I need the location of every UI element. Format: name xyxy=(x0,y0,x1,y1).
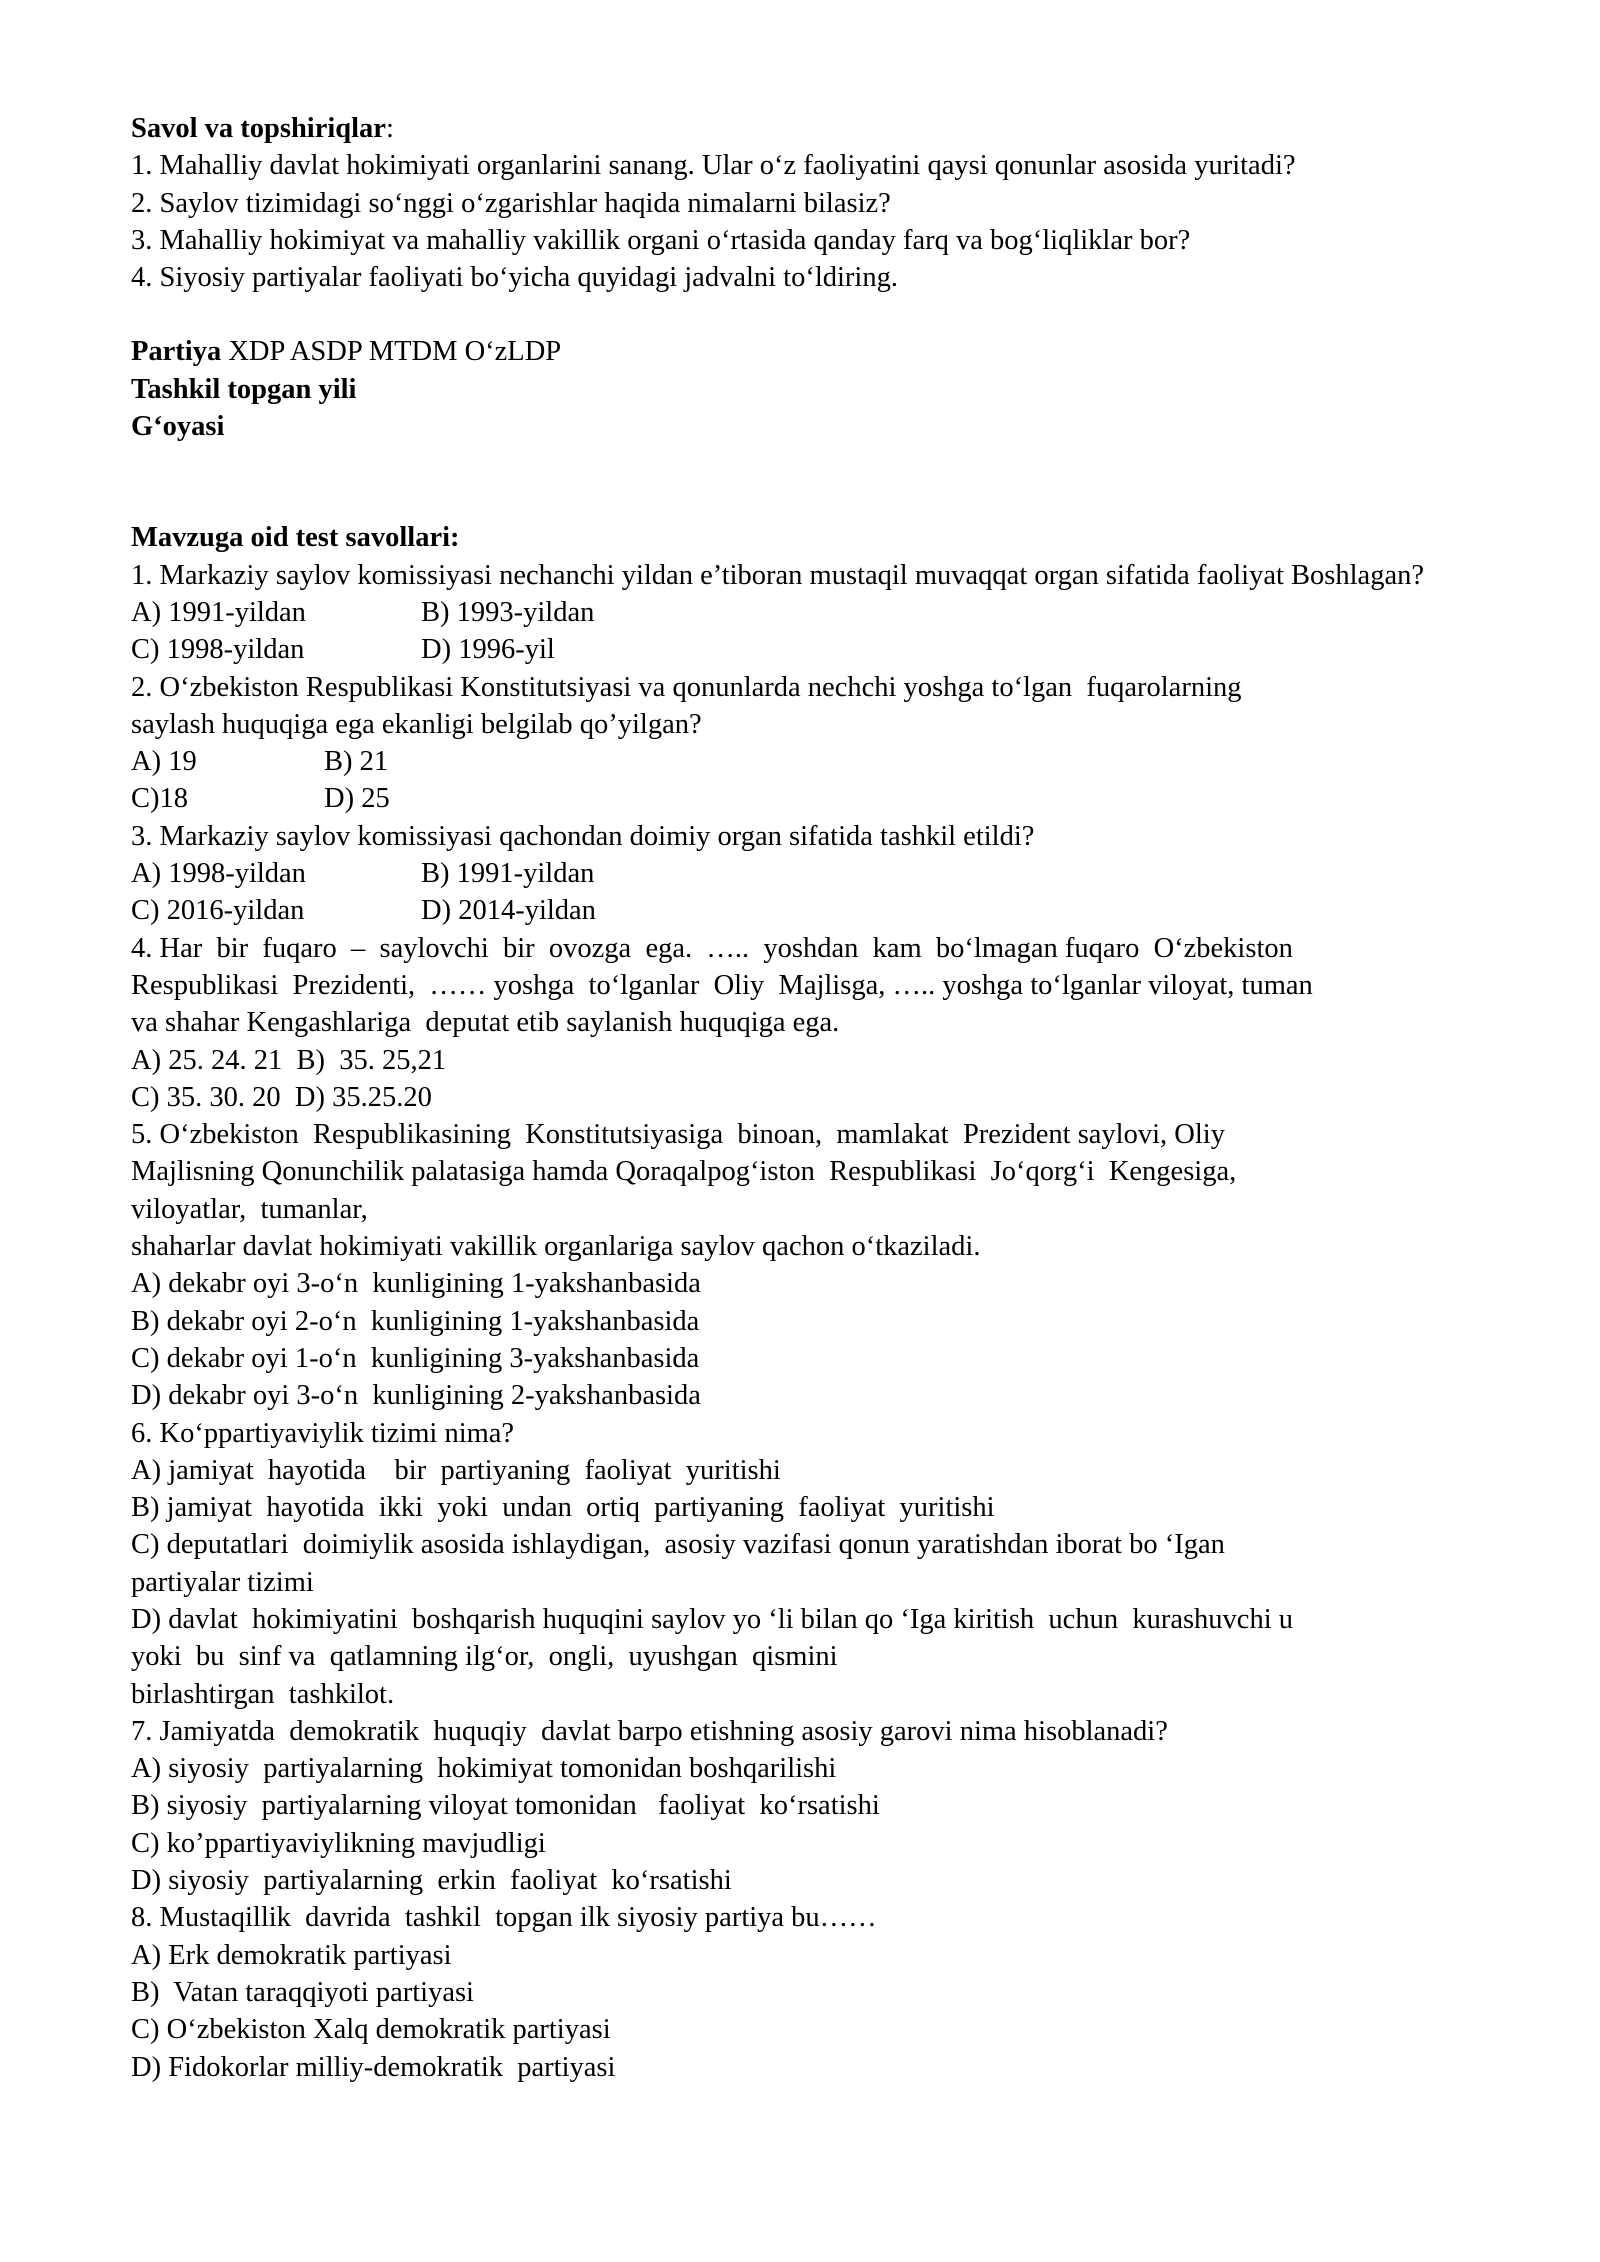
question-6-option-d-line-2: yoki bu sinf va qatlamning ilg‘or, ongli, uyushgan qismini xyxy=(131,1641,838,1673)
question-5-option-a: A) dekabr oyi 3-o‘n kunligining 1-yakshanbasida xyxy=(131,1268,701,1300)
founded-year-label: Tashkil topgan yili xyxy=(131,373,357,405)
question-4-options-cd: C) 35. 30. 20 D) 35.25.20 xyxy=(131,1081,432,1113)
question-6-option-d-line-1: D) davlat hokimiyatini boshqarish huquqini saylov yo ‘li bilan qo ‘Iga kiritish uchun kurashuvchi u xyxy=(131,1603,1294,1635)
question-3: 3. Markaziy saylov komissiyasi qachondan doimiy organ sifatida tashkil etildi? xyxy=(131,820,1035,852)
option-b: B) 1991-yildan xyxy=(421,858,595,890)
question-5-option-d: D) dekabr oyi 3-o‘n kunligining 2-yakshanbasida xyxy=(131,1380,701,1412)
question-6-option-c-line-1: C) deputatlari doimiylik asosida ishlaydigan, asosiy vazifasi qonun yaratishdan iborat bo ‘Igan xyxy=(131,1529,1225,1561)
question-2-line-1: 2. O‘zbekiston Respublikasi Konstitutsiyasi va qonunlarda nechchi yoshga to‘lgan fuqarolarning xyxy=(131,671,1242,703)
question-3-options-ab xyxy=(131,855,1499,892)
option-c: C)18 xyxy=(131,783,188,815)
question-4-line-2: Respublikasi Prezidenti, …… yoshga to‘lganlar Oliy Majlisga, ….. yoshga to‘lganlar viloyat, tuman xyxy=(131,969,1313,1001)
question-6-option-b: B) jamiyat hayotida ikki yoki undan ortiq partiyaning faoliyat yuritishi xyxy=(131,1492,995,1524)
question-5-option-c: C) dekabr oyi 1-o‘n kunligining 3-yakshanbasida xyxy=(131,1342,700,1374)
question-6: 6. Ko‘ppartiyaviylik tizimi nima? xyxy=(131,1417,515,1449)
question-1-options-ab xyxy=(131,594,1499,631)
question-7: 7. Jamiyatda demokratik huquqiy davlat barpo etishning asosiy garovi nima hisoblanadi? xyxy=(131,1715,1168,1747)
question-8-option-b: B) Vatan taraqqiyoti partiyasi xyxy=(131,1976,474,2008)
party-values: XDP ASDP MTDM O‘zLDP xyxy=(221,336,562,368)
option-c: C) 2016-yildan xyxy=(131,895,305,927)
party-label: Partiya xyxy=(131,336,222,368)
question-4-line-3: va shahar Kengashlariga deputat etib saylanish huquqiga ega. xyxy=(131,1007,840,1039)
section-heading-questions xyxy=(131,110,1499,147)
question-8-option-d: D) Fidokorlar milliy-demokratik partiyasi xyxy=(131,2051,616,2083)
question-7-option-c: C) ko’ppartiyaviylikning mavjudligi xyxy=(131,1827,546,1859)
question-2-options-ab xyxy=(131,743,1499,780)
question-6-option-c-line-2: partiyalar tizimi xyxy=(131,1566,314,1598)
document-page xyxy=(131,110,1499,2086)
option-b: B) 1993-yildan xyxy=(421,596,595,628)
ideology-label: G‘oyasi xyxy=(131,411,225,443)
question-7-option-a: A) siyosiy partiyalarning hokimiyat tomonidan boshqarilishi xyxy=(131,1753,837,1785)
question-2-line-2: saylash huquqiga ega ekanligi belgilab qo’yilgan? xyxy=(131,708,702,740)
option-d: D) 25 xyxy=(324,783,390,815)
option-b: B) 21 xyxy=(324,746,389,778)
question-3-options-cd xyxy=(131,892,1499,929)
question-8-option-a: A) Erk demokratik partiyasi xyxy=(131,1939,452,1971)
option-d: D) 1996-yil xyxy=(421,634,555,666)
question-5-option-b: B) dekabr oyi 2-o‘n kunligining 1-yakshanbasida xyxy=(131,1305,700,1337)
task-item-4: 4. Siyosiy partiyalar faoliyati bo‘yicha quyidagi jadvalni to‘ldiring. xyxy=(131,262,898,294)
section-heading-text: Savol va topshiriqlar xyxy=(131,113,386,144)
question-1-options-cd xyxy=(131,631,1499,668)
option-d: D) 2014-yildan xyxy=(421,895,596,927)
question-5-line-1: 5. O‘zbekiston Respublikasining Konstitutsiyasiga binoan, mamlakat Prezident saylovi, Oliy xyxy=(131,1119,1225,1151)
task-item-2: 2. Saylov tizimidagi so‘nggi o‘zgarishlar haqida nimalarni bilasiz? xyxy=(131,187,891,219)
question-5-line-4: shaharlar davlat hokimiyati vakillik organlariga saylov qachon o‘tkaziladi. xyxy=(131,1231,981,1263)
question-8: 8. Mustaqillik davrida tashkil topgan ilk siyosiy partiya bu…… xyxy=(131,1902,877,1934)
question-4-line-1: 4. Har bir fuqaro – saylovchi bir ovozga ega. ….. yoshdan kam bo‘lmagan fuqaro O‘zbekiston xyxy=(131,932,1293,964)
section-heading-colon: : xyxy=(385,113,394,144)
question-6-option-d-line-3: birlashtirgan tashkilot. xyxy=(131,1678,395,1710)
question-8-option-c: C) O‘zbekiston Xalq demokratik partiyasi xyxy=(131,2014,611,2046)
question-4-options-ab: A) 25. 24. 21 B) 35. 25,21 xyxy=(131,1044,447,1076)
option-c: C) 1998-yildan xyxy=(131,634,305,666)
option-a: A) 1991-yildan xyxy=(131,596,306,628)
question-5-line-2: Majlisning Qonunchilik palatasiga hamda Qoraqalpog‘iston Respublikasi Jo‘qorg‘i Kengesiga, xyxy=(131,1156,1237,1188)
task-item-3: 3. Mahalliy hokimiyat va mahalliy vakillik organi o‘rtasida qanday farq va bog‘liqliklar bor? xyxy=(131,224,1191,256)
party-row xyxy=(131,333,1499,370)
test-section-heading: Mavzuga oid test savollari: xyxy=(131,522,460,554)
question-1: 1. Markaziy saylov komissiyasi nechanchi yildan e’tiboran mustaqil muvaqqat organ sifatida faoliyat Boshlagan? xyxy=(131,559,1425,591)
question-6-option-a: A) jamiyat hayotida bir partiyaning faoliyat yuritishi xyxy=(131,1454,781,1486)
question-2-options-cd xyxy=(131,780,1499,817)
question-7-option-d: D) siyosiy partiyalarning erkin faoliyat ko‘rsatishi xyxy=(131,1865,732,1897)
question-7-option-b: B) siyosiy partiyalarning viloyat tomonidan faoliyat ko‘rsatishi xyxy=(131,1790,880,1822)
option-a: A) 1998-yildan xyxy=(131,858,306,890)
option-a: A) 19 xyxy=(131,746,197,778)
task-item-1: 1. Mahalliy davlat hokimiyati organlarini sanang. Ular o‘z faoliyatini qaysi qonunlar asosida yuritadi? xyxy=(131,150,1296,182)
question-5-line-3: viloyatlar, tumanlar, xyxy=(131,1193,368,1225)
